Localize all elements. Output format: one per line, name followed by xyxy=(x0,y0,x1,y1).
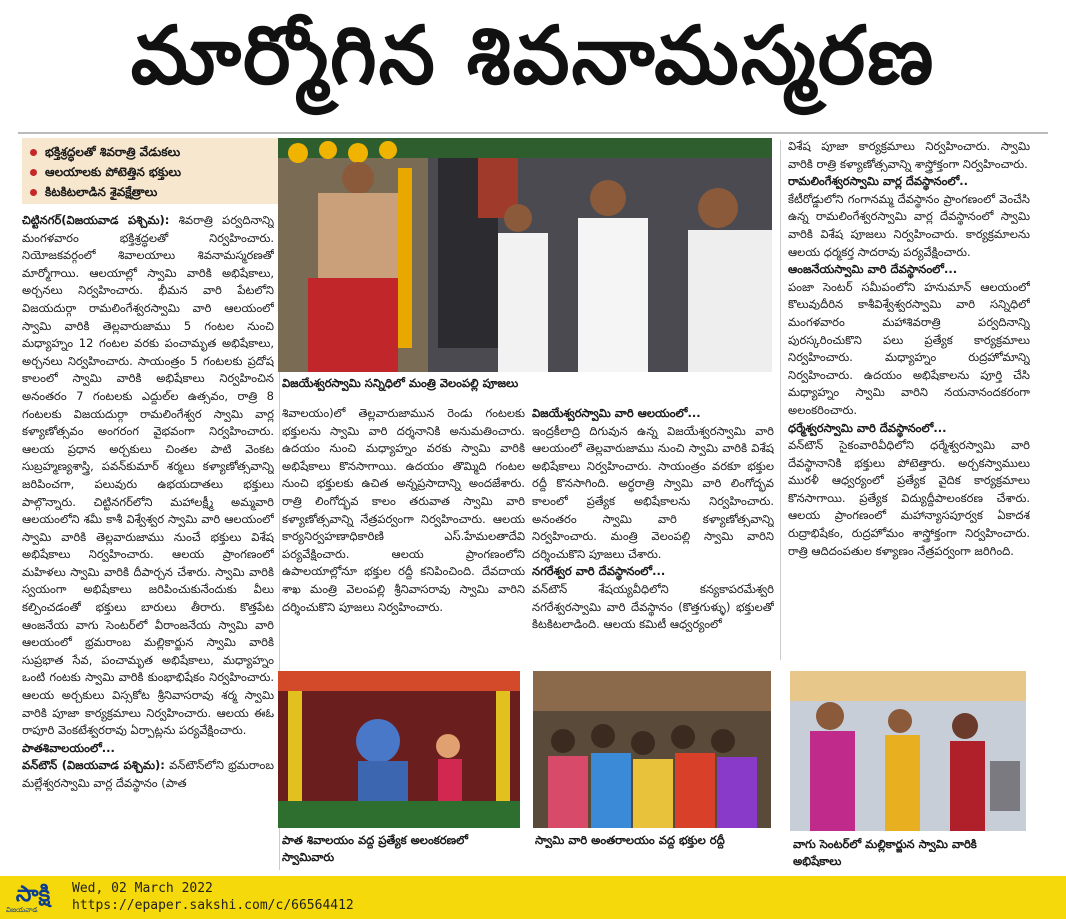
photo2-caption: పాత శివాలయం వద్ద ప్రత్యేక అలంకరణలో స్వామివారు xyxy=(282,833,468,864)
article-body: వన్‌టౌన్‌లోని భ్రమరాంబ మల్లేశ్వరస్వామి వార్ల దేవస్థానం (పాత xyxy=(22,758,274,790)
article-column-1 xyxy=(22,212,274,874)
highlight-item: భక్తిశ్రద్ధలతో శివరాత్రి వేడుకలు xyxy=(30,142,280,162)
article-column-3 xyxy=(532,405,774,657)
photo4-caption: వాగు సెంటర్‌లో మల్లికార్జున స్వామి వారికి అభిషేకాలు xyxy=(793,837,977,868)
photo-abhishekam xyxy=(790,671,1026,831)
subheading: ధర్మేశ్వరస్వామి వారి దేవస్థానంలో... xyxy=(788,420,947,435)
subheading: విజయేశ్వరస్వామి వారి ఆలయంలో... xyxy=(532,406,701,420)
bullet-dot-icon xyxy=(30,169,37,176)
highlight-item: కిటకిటలాడిన శైవక్షేత్రాలు xyxy=(30,182,280,202)
article-body: వన్‌టౌన్‌ శేషయ్యవీధిలోని కన్యకాపరమేశ్వరి నగరేశ్వరస్వామి వారి దేవస్థానం (కొత్తగుళ్ళు) భక్తులతో కిటకిటలాడింది. ఆలయ కమిటీ ఆధ్వర్యంలో xyxy=(532,581,774,632)
highlight-item: ఆలయాలకు పోటెత్తిన భక్తులు xyxy=(30,162,280,182)
subheading: పాతశివాలయంలో... xyxy=(22,740,115,755)
article-body: విశేష పూజా కార్యక్రమాలు నిర్వహించారు. స్వామి వారికి రాత్రి కళ్యాణోత్సవాన్ని శాస్త్రోక్తంగా నిర్వహించారు. xyxy=(788,139,1030,171)
main-photo xyxy=(278,138,772,372)
subheading: రామలింగేశ్వరస్వామి వార్ల దేవస్థానంలో.. xyxy=(788,174,969,189)
edition-date: Wed, 02 March 2022 xyxy=(72,881,213,896)
photo3-caption: స్వామి వారి అంతరాలయం వద్ద భక్తుల రద్దీ xyxy=(535,833,725,847)
highlights-box xyxy=(22,138,280,204)
article-body: ఇంద్రకీలాద్రి దిగువున ఉన్న విజయేశ్వరస్వామి వారి ఆలయంలో తెల్లవారుజాము నుంచి స్వామి వారికి విశేష అభిషేకాలు నిర్వహించారు. సాయంత్రం వరకూ భక్తుల రద్దీ కొనసాగింది. అర్ధరాత్రి స్వామి వారి లింగోద్భవ కాలంలో ప్రత్యేక అభిషేకాలను నిర్వహించారు. అనంతరం స్వామి వారి కళ్యాణోత్సవాన్ని నిర్వహించారు. మంత్రి వెలంపల్లి స్వామి వారిని దర్శించుకొని పూజలు చేశారు. xyxy=(532,423,774,561)
epaper-url[interactable]: https://epaper.sakshi.com/c/66564412 xyxy=(72,898,354,913)
article-body: పంజా సెంటర్‌ సమీపంలోని హనుమాన్‌ ఆలయంలో కొలువుదీరిన కాశీవిశ్వేశ్వరస్వామి వారి సన్నిధిలో మంగళవారం మహాశివరాత్రి పర్వదినాన్ని పురస్కరించుకొని పలు ప్రత్యేక కార్యక్రమాలు నిర్వహించారు. మధ్యాహ్నం రుద్రహోమాన్ని నిర్వహించారు. ఉదయం అభిషేకాలను పూర్తి చేసి మధ్యాహ్నం స్వామి వారిని నయనానందకరంగా అలంకరించారు. xyxy=(788,279,1030,417)
article-body: శివాలయం)లో తెల్లవారుజామున రెండు గంటలకు భక్తులను స్వామి వారి దర్శనానికి అనుమతించారు. ఉదయం నుంచి మధ్యాహ్నం వరకు స్వామి వారికి అభిషేకాలు కొనసాగాయి. ఉదయం తొమ్మిది గంటల నుంచి భక్తులకు ఉచిత అన్నప్రసాదాన్ని అందజేశారు. రాత్రి లింగోద్భవ కాలం తరువాత స్వామి వారి కళ్యాణోత్సవాన్ని నేత్రపర్వంగా నిర్వహించారు. ఆలయ కార్యనిర్వహణాధికారిణి ఎస్‌.హేమలతాదేవి పర్యవేక్షించారు. ఆలయ ప్రాంగణంలోని ఉపాలయాల్లోనూ భక్తుల రద్దీ కనిపించింది. దేవదాయ శాఖ మంత్రి వెలంపల్లి శ్రీనివాసరావు స్వామి వారిని దర్శించుకొని పూజలు నిర్వహించారు. xyxy=(282,406,525,614)
article-body: కేటీరోడ్డులోని గంగానమ్మ దేవస్థానం ప్రాంగణంలో వెంచేసి ఉన్న రామలింగేశ్వరస్వామి వార్ల దేవస్థానంలో స్వామి వారికి విశేష పూజలు నిర్వహించారు. కార్యక్రమాలను ఆలయ ధర్మకర్త సాదరావు పర్యవేక్షించారు. xyxy=(788,191,1030,259)
article-column-4 xyxy=(788,138,1030,660)
dateline: వన్‌టౌన్‌ (విజయవాడ పశ్చిమ): xyxy=(22,758,165,773)
article-column-2 xyxy=(282,405,525,657)
logo-edition: విజయవాడ xyxy=(6,906,38,914)
column-divider xyxy=(780,140,781,660)
dateline: చిట్టినగర్‌(విజయవాడ పశ్చిమ): xyxy=(22,213,170,227)
article-body: వన్‌టౌన్‌ సైకంవారివీధిలోని ధర్మేశ్వరస్వామి వారి దేవస్థానానికి భక్తులు పోటెత్తారు. అర్చకస్వాములు మురళీ ఆధ్వర్యంలో ప్రత్యేక వైదిక కార్యక్రమాలు కొనసాగాయి. ప్రత్యేక విద్యుద్దీపాలంకరణ చేశారు. ఆలయ ప్రాంగణంలో మహాన్యాసపూర్వక ఏకాదశ రుద్రాభిషేకం, రుద్రహోమం శాస్త్రోక్తంగా నిర్వహించారు. రాత్రి ఆదిదంపతుల కళ్యాణం నేత్రపర్వంగా జరిగింది. xyxy=(788,438,1030,558)
bullet-dot-icon xyxy=(30,189,37,196)
photo-shiva-alankaram xyxy=(278,671,520,828)
article-body: శివరాత్రి పర్వదినాన్ని మంగళవారం భక్తిశ్రద్ధలతో నిర్వహించారు. నియోజకవర్గంలో శివాలయాలు శివనామస్మరణతో మార్మోగాయి. ఆలయాల్లో స్వామి వారికి అభిషేకాలు, అర్చనలు నిర్వహించారు. భీమన వారి పేటలోని విజయదుర్గా రామలింగేశ్వరస్వామి వారి ఆలయంలో స్వామి వారికి తెల్లవారుజాము 5 గంటల నుంచి మధ్యాహ్నం 12 గంటల వరకు పంచామృత అభిషేకాలు, అర్చనలు నిర్వహించారు. సాయంత్రం 5 గంటలకు ప్రదోష కాలంలో స్వామి వారికి అభిషేకాలు నిర్వహించిన అనంతరం 7 గంటలకు ఎద్దుల్‌ల ఉత్సవం, రాత్రి 8 గంటలకు విజయదుర్గా రామలింగేశ్వర స్వామి వార్ల కళ్యాణోత్సవం అంగరంగ వైభవంగా నిర్వహించారు. ఆలయ ప్రధాన అర్చకులు చింతల పాటి వెంకట సుబ్రహ్మణ్యశాస్త్రి, పవన్‌కుమార్‌ శర్మలు కళ్యాణోత్సవాన్ని జరిపించగా, పలువురు ఉభయదాతలు భక్తులు పాల్గొన్నారు. చిట్టినగర్‌లోని మహాలక్ష్మీ అమ్మవారి ఆలయంలోని శమీ కాశీ విశ్వేశ్వర స్వామి వారి ఆలయంలో స్వామి వారికి తెల్లవారుజాము నుంచే భక్తులు విశేష అభిషేకాలు నిర్వహించారు. ఆలయ ప్రాంగణంలో మహిళలు స్వామి వారికి దీపార్చన చేశారు. స్వామి వారికి స్వయంగా అభిషేకాలు జరిపించుకునేందుకు వీలు కల్పించడంతో భక్తులు బారులు తీరారు. కొత్తపేట ఆంజనేయ వాగు సెంటర్‌లో వీరాంజనేయ స్వామి వారి ఆలయంలో భ్రమరాంబ మల్లికార్జున స్వామి వారికి సుప్రభాత సేవ, పంచామృత అభిషేకాలు, మధ్యాహ్నం ఒంటి గంటకు స్వామి వారికి కుంభాభిషేకం నిర్వహించారు. ఆలయ అర్చకులు విస్సకోట శ్రీనివాసరావు శర్మ స్వామి వారికి పూజా కార్యక్రమాలు నిర్వహించారు. ఆలయ ఈఓ రాపూరి వెంకటేశ్వరరావు ఏర్పాట్లను పర్యవేక్షించారు. xyxy=(22,213,274,738)
subheading: ఆంజనేయస్వామి వారి దేవస్థానంలో... xyxy=(788,262,958,277)
photo-devotees-crowd xyxy=(533,671,771,828)
headline-rule xyxy=(18,132,1048,134)
main-photo-caption: విజయేశ్వరస్వామి సన్నిధిలో మంత్రి వెలంపల్లి పూజలు xyxy=(282,376,519,390)
bullet-dot-icon xyxy=(30,149,37,156)
headline: మార్మోగిన శివనామస్మరణ xyxy=(130,8,936,102)
subheading: నగరేశ్వర వారి దేవస్థానంలో... xyxy=(532,564,666,579)
sakshi-logo[interactable]: సాక్షి xyxy=(15,882,51,907)
